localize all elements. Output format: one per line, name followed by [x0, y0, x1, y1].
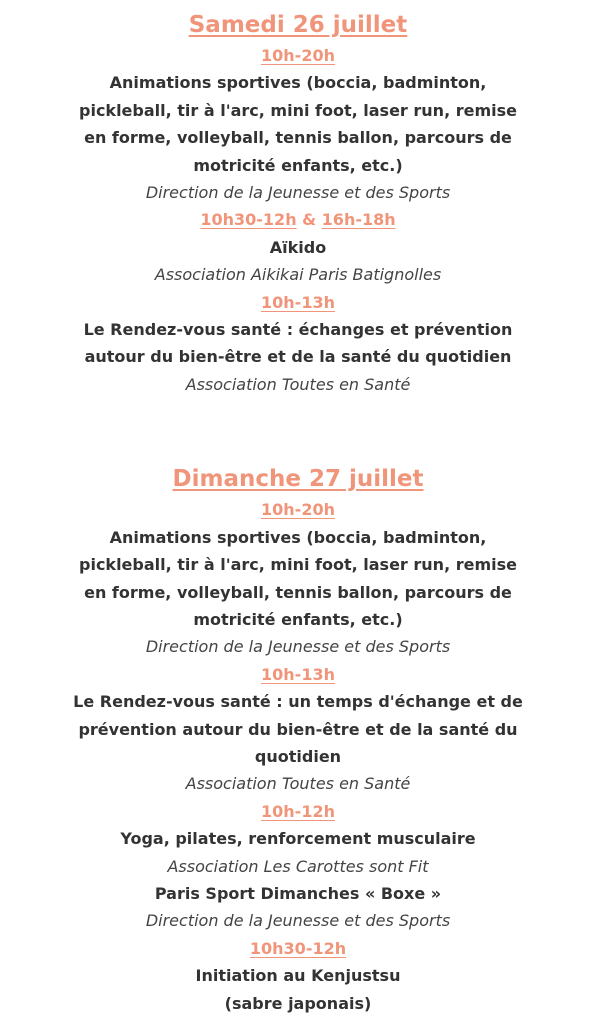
day-title: Dimanche 27 juillet [172, 466, 424, 493]
event-title: Paris Sport Dimanches « Boxe » [154, 883, 442, 903]
event-time: 10h-20h [261, 46, 335, 65]
event-organizer: Association Toutes en Santé [185, 774, 411, 794]
event-organizer: Direction de la Jeunesse et des Sports [145, 637, 451, 657]
event-title: Le Rendez-vous santé : échanges et prévention autour du bien-être et de la santé du quotidien [83, 320, 513, 367]
event-title: Animations sportives (boccia, badminton, pickleball, tir à l'arc, mini foot, laser run, remise en forme, volleyball, tennis ballon, parcours de motricité enfants, etc.) [79, 73, 517, 175]
event-time: 10h-20h [261, 500, 335, 520]
event-item [0, 880, 596, 935]
event-item [0, 661, 596, 798]
day-sunday [0, 462, 596, 1017]
event-title: Animations sportives (boccia, badminton, pickleball, tir à l'arc, mini foot, laser run, remise en forme, volleyball, tennis ballon, parcours de motricité enfants, etc.) [79, 527, 517, 629]
day-saturday [0, 8, 596, 398]
event-time-b: 16h-18h [321, 210, 396, 230]
event-time: 10h-13h [261, 664, 335, 684]
event-time: 10h-13h [261, 292, 335, 312]
event-title: Yoga, pilates, renforcement musculaire [120, 829, 476, 849]
event-item [0, 42, 596, 206]
event-item [0, 289, 596, 399]
event-item [0, 935, 596, 1017]
event-title: Initiation au Kenjustsu [195, 966, 401, 986]
event-organizer: Direction de la Jeunesse et des Sports [145, 911, 451, 931]
day-spacer [0, 398, 596, 462]
event-title: Le Rendez-vous santé : un temps d'échange et de prévention autour du bien-être et de la santé du quotidien [73, 692, 523, 766]
event-time [0, 206, 596, 233]
event-time: 10h30-12h [249, 938, 347, 958]
event-title: Aïkido [269, 237, 327, 257]
event-time: 10h-12h [261, 801, 335, 821]
event-item [0, 206, 596, 288]
event-title-continued: (sabre japonais) [224, 993, 372, 1013]
day-title: Samedi 26 juillet [188, 12, 408, 38]
event-time-a: 10h30-12h [200, 210, 297, 230]
event-organizer: Association Aikikai Paris Batignolles [154, 265, 442, 285]
event-item [0, 496, 596, 660]
event-item [0, 798, 596, 880]
event-organizer: Direction de la Jeunesse et des Sports [145, 183, 451, 203]
event-organizer: Association Les Carottes sont Fit [167, 856, 429, 876]
event-time-sep: & [296, 210, 322, 230]
event-organizer: Association Toutes en Santé [185, 374, 411, 394]
